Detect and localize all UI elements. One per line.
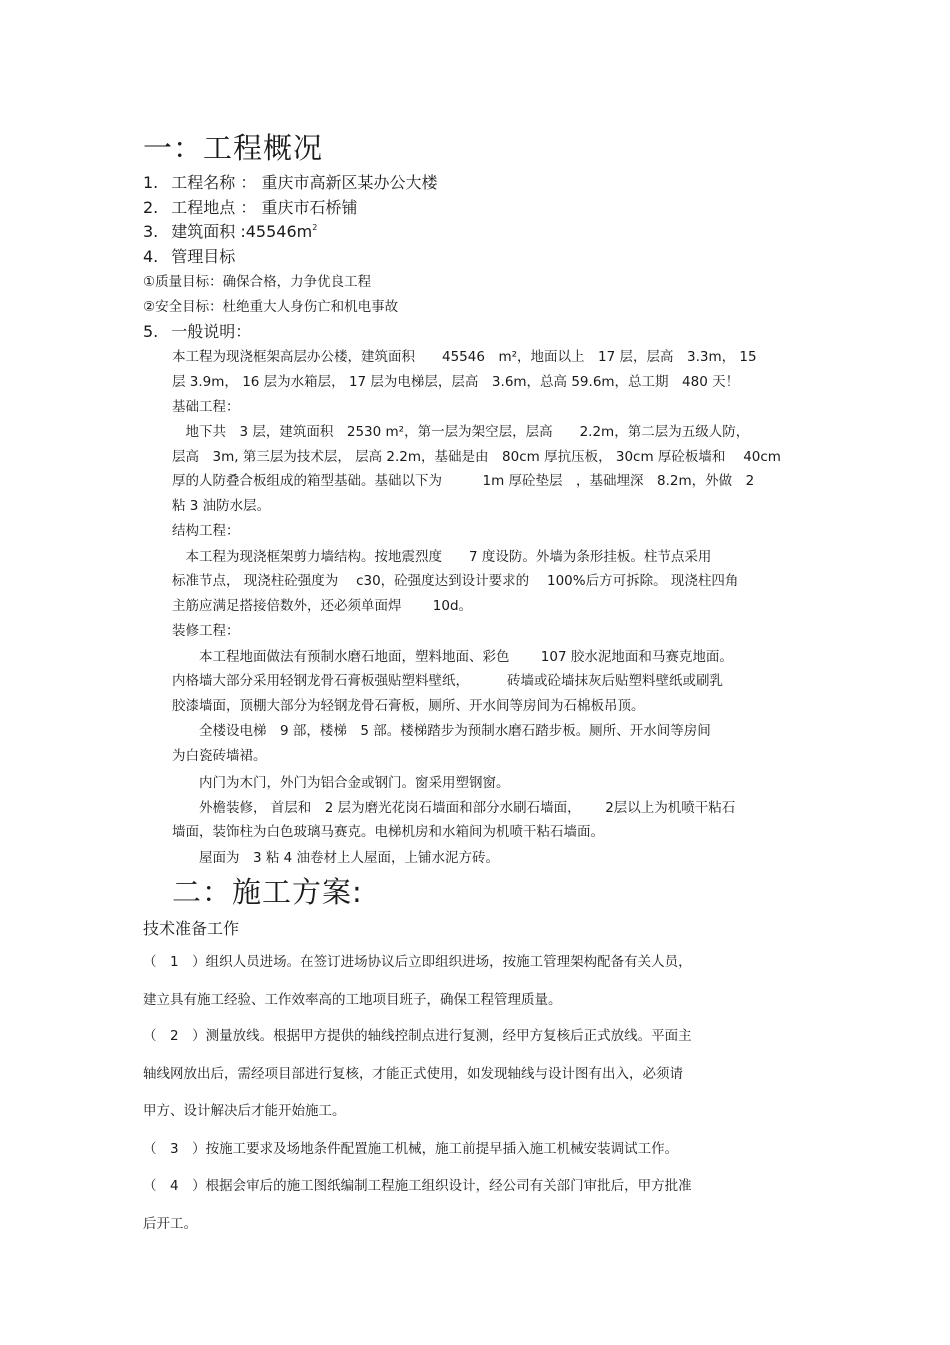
prep-line: 后开工。 (143, 1216, 197, 1232)
section1-title: 一：工程概况 (143, 131, 324, 165)
item-number: 5. (143, 322, 159, 341)
foundation-label: 基础工程： (172, 399, 240, 415)
foundation-line: 地下共 3 层，建筑面积 2530 m²，第一层为架空层，层高 2.2m，第二层为五级人防， (172, 424, 750, 440)
general-line: 本工程为现浇框架高层办公楼，建筑面积 45546 m²，地面以上 17 层，层高 3.3m， 15 (172, 349, 757, 365)
superscript: 2 (312, 223, 318, 232)
structure-line: 本工程为现浇框架剪力墙结构。按地震烈度 7 度设防。外墙为条形挂板。柱节点采用 (172, 549, 712, 565)
decoration-line: 全楼设电梯 9 部，楼梯 5 部。楼梯踏步为预制水磨石踏步板。厕所、开水间等房间 (172, 723, 711, 739)
item-text: 工程名称 ： 重庆市高新区某办公大楼 (171, 173, 438, 192)
item-text: 一般说明： (171, 322, 252, 341)
structure-label: 结构工程： (172, 523, 240, 539)
section2-title: 二：施工方案: (172, 875, 363, 909)
general-heading (143, 319, 251, 342)
decoration-line: 本工程地面做法有预制水磨石地面，塑料地面、彩色 107 胶水泥地面和马赛克地面。 (172, 649, 733, 665)
goal-line: ①质量目标：确保合格，力争优良工程 (143, 274, 372, 290)
item-text: 管理目标 (171, 247, 236, 266)
info-item (143, 219, 317, 242)
decoration-line: 内格墙大部分采用轻钢龙骨石膏板强贴塑料壁纸， 砖墙或砼墙抹灰后贴塑料壁纸或刷乳 (172, 673, 724, 689)
item-text: 建筑面积 :45546m (171, 222, 313, 241)
decoration-line: 屋面为 3 粘 4 油卷材上人屋面，上铺水泥方砖。 (172, 850, 500, 866)
prep-line: 甲方、设计解决后才能开始施工。 (143, 1103, 346, 1119)
general-line: 层 3.9m， 16 层为水箱层， 17 层为电梯层，层高 3.6m，总高 59.6m，总工期 480 天！ (172, 374, 740, 390)
foundation-line: 粘 3 油防水层。 (172, 498, 271, 514)
structure-line: 标准节点， 现浇柱砼强度为 c30，砼强度达到设计要求的 100%后方可拆除。 现浇柱四角 (172, 573, 739, 589)
info-item (143, 195, 357, 218)
goal-line: ②安全目标：杜绝重大人身伤亡和机电事故 (143, 299, 399, 315)
info-item (143, 170, 437, 193)
prep-line: （ 4 ）根据会审后的施工图纸编制工程施工组织设计，经公司有关部门审批后，甲方批准 (143, 1178, 692, 1194)
decoration-line: 墙面，装饰柱为白色玻璃马赛克。电梯机房和水箱间为机喷干粘石墙面。 (172, 824, 604, 840)
foundation-line: 厚的人防叠合板组成的箱型基础。基础以下为 1m 厚砼垫层 ，基础埋深 8.2m，外做 2 (172, 473, 755, 489)
item-number: 3. (143, 222, 159, 241)
decoration-line: 内门为木门，外门为铝合金或钢门。窗采用塑钢窗。 (172, 775, 510, 791)
decoration-line: 外檐装修， 首层和 2 层为磨光花岗石墙面和部分水刷石墙面， 2层以上为机喷干粘石 (172, 800, 736, 816)
prep-line: 建立具有施工经验、工作效率高的工地项目班子，确保工程管理质量。 (143, 992, 562, 1008)
decoration-line: 为白瓷砖墙裙。 (172, 748, 267, 764)
prep-line: （ 3 ）按施工要求及场地条件配置施工机械，施工前提早插入施工机械安装调试工作。 (143, 1141, 679, 1157)
item-number: 4. (143, 247, 159, 266)
decoration-line: 胶漆墙面，顶棚大部分为轻钢龙骨石膏板，厕所、开水间等房间为石棉板吊顶。 (172, 698, 645, 714)
prep-line: 轴线网放出后，需经项目部进行复核，才能正式使用，如发现轴线与设计图有出入，必须请 (143, 1066, 683, 1082)
decoration-label: 装修工程： (172, 623, 240, 639)
item-number: 2. (143, 198, 159, 217)
item-number: 1. (143, 173, 159, 192)
structure-line: 主筋应满足搭接倍数外，还必须单面焊 10d。 (172, 598, 473, 614)
prep-line: （ 2 ）测量放线。根据甲方提供的轴线控制点进行复测，经甲方复核后正式放线。平面主 (143, 1028, 692, 1044)
prep-line: （ 1 ）组织人员进场。在签订进场协议后立即组织进场，按施工管理架构配备有关人员， (143, 954, 692, 970)
info-item (143, 244, 235, 267)
section2-subtitle: 技术准备工作 (143, 919, 240, 938)
foundation-line: 层高 3m, 第三层为技术层， 层高 2.2m，基础是由 80cm 厚抗压板， 30cm 厚砼板墙和 40cm (172, 449, 781, 465)
item-text: 工程地点 ： 重庆市石桥铺 (171, 198, 358, 217)
